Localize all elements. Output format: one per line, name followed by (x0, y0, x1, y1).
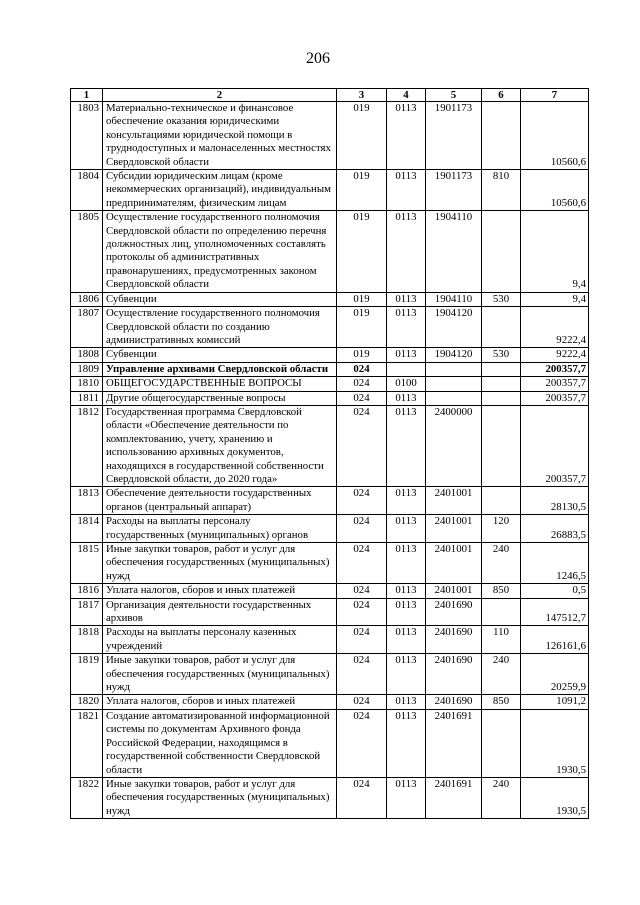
target-article-cell: 2401691 (426, 777, 482, 818)
row-number-cell: 1816 (71, 584, 103, 598)
section-code-cell: 0113 (387, 515, 426, 543)
expense-type-cell (482, 487, 521, 515)
item-name-cell: Субвенции (103, 348, 337, 362)
table-row (71, 391, 589, 405)
expense-type-cell (482, 709, 521, 777)
row-number-cell: 1822 (71, 777, 103, 818)
amount-cell: 1930,5 (521, 709, 589, 777)
dept-code-cell: 024 (337, 543, 387, 584)
target-article-cell: 1901173 (426, 102, 482, 170)
amount-cell: 200357,7 (521, 377, 589, 391)
column-header: 3 (337, 89, 387, 102)
budget-table-body (71, 102, 589, 819)
dept-code-cell: 024 (337, 362, 387, 376)
row-number-cell: 1804 (71, 170, 103, 211)
amount-cell: 1930,5 (521, 777, 589, 818)
item-name-cell: Материально-техническое и финансовое обеспечение оказания юридическими консультациями юридической помощи в труднодоступных и малонаселенных местностях Свердловской области (103, 102, 337, 170)
item-name-cell: Уплата налогов, сборов и иных платежей (103, 695, 337, 709)
expense-type-cell (482, 391, 521, 405)
dept-code-cell: 019 (337, 307, 387, 348)
section-code-cell: 0113 (387, 348, 426, 362)
column-header: 4 (387, 89, 426, 102)
table-row (71, 348, 589, 362)
column-header: 2 (103, 89, 337, 102)
table-row (71, 487, 589, 515)
expense-type-cell: 110 (482, 626, 521, 654)
dept-code-cell: 024 (337, 584, 387, 598)
target-article-cell: 2401690 (426, 626, 482, 654)
table-row (71, 170, 589, 211)
section-code-cell: 0113 (387, 487, 426, 515)
item-name-cell: Организация деятельности государственных архивов (103, 598, 337, 626)
row-number-cell: 1813 (71, 487, 103, 515)
section-code-cell: 0113 (387, 391, 426, 405)
row-number-cell: 1808 (71, 348, 103, 362)
item-name-cell: Иные закупки товаров, работ и услуг для обеспечения государственных (муниципальных) нужд (103, 543, 337, 584)
row-number-cell: 1805 (71, 211, 103, 292)
row-number-cell: 1807 (71, 307, 103, 348)
table-row (71, 695, 589, 709)
item-name-cell: Государственная программа Свердловской области «Обеспечение деятельности по комплектованию, учету, хранению и использованию архивных документов, находящихся в государственной собственности Свердловской области, до 2020 года» (103, 405, 337, 486)
dept-code-cell: 019 (337, 170, 387, 211)
item-name-cell: Управление архивами Свердловской области (103, 362, 337, 376)
item-name-cell: Субвенции (103, 292, 337, 306)
expense-type-cell: 850 (482, 695, 521, 709)
amount-cell: 10560,6 (521, 170, 589, 211)
item-name-cell: Уплата налогов, сборов и иных платежей (103, 584, 337, 598)
target-article-cell: 2401690 (426, 695, 482, 709)
dept-code-cell: 019 (337, 211, 387, 292)
target-article-cell: 1904110 (426, 292, 482, 306)
amount-cell: 26883,5 (521, 515, 589, 543)
target-article-cell: 2401690 (426, 654, 482, 695)
column-header: 5 (426, 89, 482, 102)
table-row (71, 777, 589, 818)
target-article-cell: 2401001 (426, 487, 482, 515)
dept-code-cell: 024 (337, 709, 387, 777)
table-row (71, 709, 589, 777)
expense-type-cell: 530 (482, 292, 521, 306)
target-article-cell: 1904120 (426, 348, 482, 362)
section-code-cell: 0113 (387, 102, 426, 170)
amount-cell: 200357,7 (521, 391, 589, 405)
item-name-cell: Иные закупки товаров, работ и услуг для обеспечения государственных (муниципальных) нужд (103, 654, 337, 695)
column-header: 6 (482, 89, 521, 102)
row-number-cell: 1806 (71, 292, 103, 306)
amount-cell: 147512,7 (521, 598, 589, 626)
table-row (71, 211, 589, 292)
table-row (71, 362, 589, 376)
amount-cell: 1091,2 (521, 695, 589, 709)
section-code-cell: 0113 (387, 211, 426, 292)
dept-code-cell: 019 (337, 292, 387, 306)
target-article-cell: 2401001 (426, 543, 482, 584)
table-row (71, 598, 589, 626)
section-code-cell (387, 362, 426, 376)
target-article-cell (426, 377, 482, 391)
dept-code-cell: 024 (337, 487, 387, 515)
row-number-cell: 1814 (71, 515, 103, 543)
amount-cell: 9,4 (521, 292, 589, 306)
section-code-cell: 0113 (387, 777, 426, 818)
target-article-cell: 2401691 (426, 709, 482, 777)
amount-cell: 200357,7 (521, 405, 589, 486)
item-name-cell: Осуществление государственного полномочия Свердловской области по определению перечня должностных лиц, уполномоченных составлять протоколы об административных правонарушениях, предусмотренных законом Свердловской области (103, 211, 337, 292)
dept-code-cell: 019 (337, 348, 387, 362)
dept-code-cell: 024 (337, 405, 387, 486)
row-number-cell: 1803 (71, 102, 103, 170)
expense-type-cell (482, 211, 521, 292)
dept-code-cell: 024 (337, 515, 387, 543)
table-row (71, 515, 589, 543)
dept-code-cell: 024 (337, 695, 387, 709)
item-name-cell: Другие общегосударственные вопросы (103, 391, 337, 405)
dept-code-cell: 024 (337, 377, 387, 391)
table-row (71, 102, 589, 170)
amount-cell: 9,4 (521, 211, 589, 292)
item-name-cell: Обеспечение деятельности государственных органов (центральный аппарат) (103, 487, 337, 515)
expense-type-cell: 530 (482, 348, 521, 362)
row-number-cell: 1812 (71, 405, 103, 486)
amount-cell: 1246,5 (521, 543, 589, 584)
item-name-cell: Осуществление государственного полномочия Свердловской области по созданию административных комиссий (103, 307, 337, 348)
column-header: 1 (71, 89, 103, 102)
expense-type-cell: 810 (482, 170, 521, 211)
item-name-cell: ОБЩЕГОСУДАРСТВЕННЫЕ ВОПРОСЫ (103, 377, 337, 391)
target-article-cell: 2401001 (426, 584, 482, 598)
item-name-cell: Иные закупки товаров, работ и услуг для обеспечения государственных (муниципальных) нужд (103, 777, 337, 818)
expense-type-cell: 240 (482, 654, 521, 695)
page-number: 206 (306, 50, 330, 67)
section-code-cell: 0113 (387, 598, 426, 626)
dept-code-cell: 024 (337, 626, 387, 654)
dept-code-cell: 024 (337, 598, 387, 626)
section-code-cell: 0113 (387, 709, 426, 777)
dept-code-cell: 024 (337, 777, 387, 818)
budget-table (70, 88, 589, 819)
item-name-cell: Расходы на выплаты персоналу государственных (муниципальных) органов (103, 515, 337, 543)
table-row (71, 654, 589, 695)
section-code-cell: 0113 (387, 405, 426, 486)
table-row (71, 584, 589, 598)
expense-type-cell: 120 (482, 515, 521, 543)
table-row (71, 377, 589, 391)
expense-type-cell (482, 362, 521, 376)
target-article-cell: 1901173 (426, 170, 482, 211)
expense-type-cell (482, 598, 521, 626)
target-article-cell: 1904110 (426, 211, 482, 292)
dept-code-cell: 024 (337, 391, 387, 405)
table-row (71, 543, 589, 584)
section-code-cell: 0113 (387, 695, 426, 709)
dept-code-cell: 024 (337, 654, 387, 695)
expense-type-cell: 240 (482, 543, 521, 584)
row-number-cell: 1821 (71, 709, 103, 777)
amount-cell: 200357,7 (521, 362, 589, 376)
dept-code-cell: 019 (337, 102, 387, 170)
table-header (71, 89, 589, 102)
expense-type-cell (482, 307, 521, 348)
table-row (71, 405, 589, 486)
expense-type-cell: 240 (482, 777, 521, 818)
row-number-cell: 1810 (71, 377, 103, 391)
header-row (71, 89, 589, 102)
row-number-cell: 1811 (71, 391, 103, 405)
section-code-cell: 0113 (387, 626, 426, 654)
target-article-cell (426, 362, 482, 376)
item-name-cell: Расходы на выплаты персоналу казенных учреждений (103, 626, 337, 654)
section-code-cell: 0100 (387, 377, 426, 391)
target-article-cell: 2400000 (426, 405, 482, 486)
target-article-cell: 2401690 (426, 598, 482, 626)
target-article-cell: 1904120 (426, 307, 482, 348)
row-number-cell: 1809 (71, 362, 103, 376)
expense-type-cell (482, 102, 521, 170)
row-number-cell: 1817 (71, 598, 103, 626)
expense-type-cell (482, 405, 521, 486)
table-row (71, 307, 589, 348)
item-name-cell: Создание автоматизированной информационной системы по документам Архивного фонда Российской Федерации, находящимся в государственной собственности Свердловской области (103, 709, 337, 777)
section-code-cell: 0113 (387, 307, 426, 348)
table-row (71, 626, 589, 654)
target-article-cell: 2401001 (426, 515, 482, 543)
amount-cell: 28130,5 (521, 487, 589, 515)
column-header: 7 (521, 89, 589, 102)
amount-cell: 126161,6 (521, 626, 589, 654)
target-article-cell (426, 391, 482, 405)
amount-cell: 10560,6 (521, 102, 589, 170)
row-number-cell: 1815 (71, 543, 103, 584)
row-number-cell: 1818 (71, 626, 103, 654)
amount-cell: 20259,9 (521, 654, 589, 695)
expense-type-cell: 850 (482, 584, 521, 598)
amount-cell: 9222,4 (521, 348, 589, 362)
section-code-cell: 0113 (387, 292, 426, 306)
expense-type-cell (482, 377, 521, 391)
row-number-cell: 1819 (71, 654, 103, 695)
section-code-cell: 0113 (387, 170, 426, 211)
amount-cell: 9222,4 (521, 307, 589, 348)
section-code-cell: 0113 (387, 654, 426, 695)
item-name-cell: Субсидии юридическим лицам (кроме некоммерческих организаций), индивидуальным предпринимателям, физическим лицам (103, 170, 337, 211)
section-code-cell: 0113 (387, 584, 426, 598)
row-number-cell: 1820 (71, 695, 103, 709)
amount-cell: 0,5 (521, 584, 589, 598)
section-code-cell: 0113 (387, 543, 426, 584)
table-row (71, 292, 589, 306)
